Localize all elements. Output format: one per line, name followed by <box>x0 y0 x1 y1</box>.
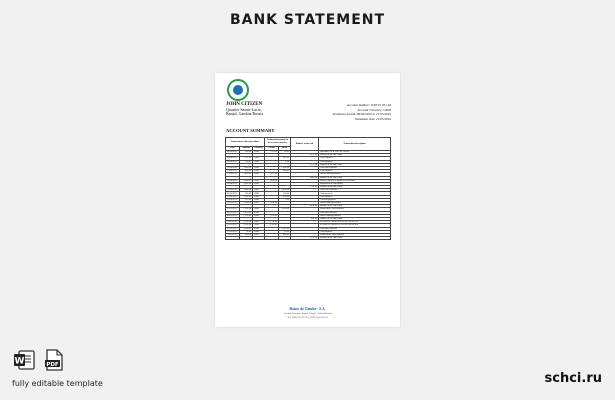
table-cell: 5.00 <box>279 198 291 201</box>
table-cell: 150.00 <box>240 151 253 154</box>
table-cell: 150.00 <box>240 160 253 163</box>
table-cell: GMD <box>253 160 265 163</box>
table-cell: 15/04/2022 <box>226 173 240 176</box>
table-cell: 29/04/2022 <box>226 198 240 201</box>
table-cell <box>226 237 240 240</box>
table-cell: 08/04/2022 <box>226 151 240 154</box>
table-cell: 5,600.00 <box>240 179 253 182</box>
transactions-table <box>225 137 391 240</box>
table-row <box>226 237 391 240</box>
table-cell: 5,760.00 <box>265 224 279 227</box>
table-cell: 1,671.00 <box>291 154 319 157</box>
table-cell: GMD <box>253 157 265 160</box>
table-cell: GMD <box>253 195 265 198</box>
table-cell: Card payment <box>319 170 391 173</box>
table-cell: Online banking transfer <box>319 173 391 176</box>
table-cell: 78.00 <box>279 151 291 154</box>
table-cell: 13/04/2022 <box>226 170 240 173</box>
table-cell: Maintenance card expenses <box>319 208 391 211</box>
table-cell: 1,150.00 <box>240 214 253 217</box>
table-cell: Card payment <box>319 160 391 163</box>
table-cell: 1,150.00 <box>265 214 279 217</box>
table-cell: 08/05/2022 <box>226 214 240 217</box>
table-cell: 1850.00 <box>240 173 253 176</box>
subheader-debit: Debit <box>279 147 291 151</box>
table-cell: GMD <box>253 189 265 192</box>
table-cell: Balance at the end of day <box>319 217 391 220</box>
statement-footer <box>215 307 400 319</box>
table-cell: Card payment <box>319 192 391 195</box>
table-cell: 800.00 <box>240 233 253 236</box>
table-cell: 10/05/2022 <box>226 221 240 224</box>
table-cell: 1600.00 <box>240 189 253 192</box>
table-cell: GMD <box>253 208 265 211</box>
table-cell: Operation - in IF POS ## 769Sex <box>319 151 391 154</box>
table-cell: 3,750.00 <box>240 221 253 224</box>
table-cell: 2,245.00 <box>240 182 253 185</box>
table-cell: 1250.00 <box>240 195 253 198</box>
table-cell: GMD <box>253 214 265 217</box>
bank-logo <box>227 79 249 101</box>
table-cell: Card cash expenses <box>319 166 391 169</box>
table-cell: Balance at the end of day <box>319 237 391 240</box>
table-cell: Internet transfer of funds ## to Account <box>319 179 391 182</box>
statement-document <box>215 73 400 327</box>
table-cell: 4,600.00 <box>291 205 319 208</box>
table-cell: 10.00 <box>240 230 253 233</box>
table-cell: 19/05/2022 <box>226 233 240 236</box>
subheader-amount: Amount <box>240 147 253 151</box>
table-cell: 1200.00 <box>240 166 253 169</box>
table-cell: 1,765.00 <box>291 186 319 189</box>
table-cell: 135.00 <box>240 198 253 201</box>
table-cell: 2,000.00 <box>279 227 291 230</box>
table-cell: 8.00 <box>279 160 291 163</box>
header-description: Transaction description <box>319 138 391 151</box>
account-number: Account number: 1198 07 02 164 <box>346 103 391 107</box>
table-cell: 09/04/2022 <box>226 157 240 160</box>
table-cell: GMD <box>253 166 265 169</box>
bank-contact: Tel: (999) 241-555555, (999) 241-555554 <box>287 316 328 319</box>
table-cell: 2,300.00 <box>240 208 253 211</box>
subheader-currency: Currency <box>254 147 263 150</box>
bank-name: Banco do Gamba - S.A. <box>289 307 326 311</box>
editable-note: fully editable template <box>12 379 103 388</box>
table-cell: Card cash expenses <box>319 227 391 230</box>
summary-title: ACCOUNT SUMMARY <box>226 128 275 133</box>
pdf-icon <box>43 349 65 371</box>
table-cell <box>279 237 291 240</box>
table-cell: GMD <box>253 151 265 154</box>
table-cell: Card payment <box>319 230 391 233</box>
table-cell: 12/05/2022 <box>226 224 240 227</box>
table-cell: 1,475.00 <box>240 211 253 214</box>
table-cell: GMD <box>253 192 265 195</box>
header-amount: Transaction amount in the account currency <box>265 138 291 147</box>
table-cell: GMD <box>253 230 265 233</box>
table-cell: 10/04/2022 <box>226 160 240 163</box>
table-cell: Balance at the end of day <box>319 163 391 166</box>
table-cell: 10.00 <box>279 230 291 233</box>
table-cell: Balance at the end of day <box>319 176 391 179</box>
table-cell: 25/04/2022 <box>226 192 240 195</box>
table-cell: 1,200.00 <box>279 166 291 169</box>
table-cell: Balance at the end of day <box>319 154 391 157</box>
table-cell: 15/05/2022 <box>226 227 240 230</box>
header-transactions: Transactions, other operations <box>226 138 265 147</box>
account-holder <box>226 103 263 117</box>
table-cell: GMD <box>253 227 265 230</box>
table-cell: 800.00 <box>279 233 291 236</box>
table-cell: 110.00 <box>279 192 291 195</box>
table-cell: 150.00 <box>265 151 279 154</box>
table-cell: 02/05/2022 <box>226 202 240 205</box>
table-cell: 3,750.00 <box>265 221 279 224</box>
table-cell <box>253 237 265 240</box>
holder-address-line1: Quartier Sainte-Lucie, <box>226 106 262 112</box>
subheader-date: Date <box>226 147 240 151</box>
table-cell: 1,850.00 <box>265 173 279 176</box>
table-cell: 1,934.00 <box>240 202 253 205</box>
table-cell <box>240 237 253 240</box>
statement-period: Statement period: 08/04/2022 to 21/05/2022 <box>332 112 391 117</box>
header-balance: Balance at the end <box>291 138 319 151</box>
subheader-credit: Credit <box>265 147 279 151</box>
holder-address-line2: Banjul, Gambia/Russia <box>226 111 264 117</box>
brand-watermark: schci.ru <box>544 371 602 386</box>
bank-address: Avenida Principal, Banjul, Banjul, Gambia/Russia <box>283 312 332 315</box>
table-cell: 2,000.00 <box>240 227 253 230</box>
table-cell: 321.00 <box>240 157 253 160</box>
table-cell: GMD <box>253 173 265 176</box>
table-cell: 5,711.00 <box>291 237 319 240</box>
table-cell: Online banking transfer <box>319 214 391 217</box>
table-cell: 1,600.00 <box>279 189 291 192</box>
table-cell: Cashless payment <box>319 198 391 201</box>
table-cell: 12/04/2022 <box>226 166 240 169</box>
table-cell: GMD <box>253 224 265 227</box>
svg-text:W: W <box>14 356 25 367</box>
table-cell: 06/05/2022 <box>226 211 240 214</box>
table-cell: GMD <box>253 202 265 205</box>
table-cell: Card fixed services <box>319 211 391 214</box>
table-cell: 1,934.00 <box>265 202 279 205</box>
table-cell: PAYMENT FROM OTHER BANK ## 456 <box>319 224 391 227</box>
table-cell: PAYMENT FROM OTHER BANK ## 123 <box>319 221 391 224</box>
table-cell: 2,300.00 <box>279 208 291 211</box>
table-cell: 18/04/2022 <box>226 179 240 182</box>
statement-date: Statement date: 21/05/2022 <box>354 116 391 121</box>
table-cell: GMD <box>253 211 265 214</box>
table-cell: GMD <box>253 182 265 185</box>
table-cell: GMD <box>253 179 265 182</box>
table-cell <box>265 237 279 240</box>
table-cell: 110.00 <box>240 192 253 195</box>
table-cell: Card payment <box>319 195 391 198</box>
table-cell: GMD <box>253 170 265 173</box>
table-cell: 985.00 <box>291 217 319 220</box>
page-title: BANK STATEMENT <box>229 12 386 28</box>
table-cell: Balance at the end of day <box>319 205 391 208</box>
table-cell: Repayment of card money <box>319 182 391 185</box>
table-cell: Card expenses <box>319 157 391 160</box>
table-cell: 22/04/2022 <box>226 189 240 192</box>
table-cell: 800.00 <box>240 170 253 173</box>
table-cell: Online banking transfer <box>319 202 391 205</box>
table-cell: 17/05/2022 <box>226 230 240 233</box>
table-cell: Maintenance card expenses <box>319 233 391 236</box>
table-cell: GMD <box>253 233 265 236</box>
account-currency: Account Currency: GMD <box>357 107 391 112</box>
format-icons <box>13 349 69 373</box>
table-cell: 20/04/2022 <box>226 182 240 185</box>
table-cell: Balance at the end of day <box>319 186 391 189</box>
table-cell: 1,171.00 <box>291 163 319 166</box>
table-cell: 2,843.00 <box>291 176 319 179</box>
account-details <box>333 103 391 121</box>
table-cell: GMD <box>253 198 265 201</box>
holder-name: JOHN CITIZEN <box>226 102 263 107</box>
table-cell: 5,760.00 <box>240 224 253 227</box>
table-cell: 05/05/2022 <box>226 208 240 211</box>
table-cell: Card cash expenses <box>319 189 391 192</box>
table-cell: 321.00 <box>279 157 291 160</box>
table-cell: 5,600.00 <box>265 179 279 182</box>
table-cell: 27/04/2022 <box>226 195 240 198</box>
table-cell: 800.00 <box>279 170 291 173</box>
word-icon <box>13 349 35 371</box>
table-cell: GMD <box>253 221 265 224</box>
table-cell: 1,250.00 <box>279 195 291 198</box>
svg-text:PDF: PDF <box>46 361 59 368</box>
